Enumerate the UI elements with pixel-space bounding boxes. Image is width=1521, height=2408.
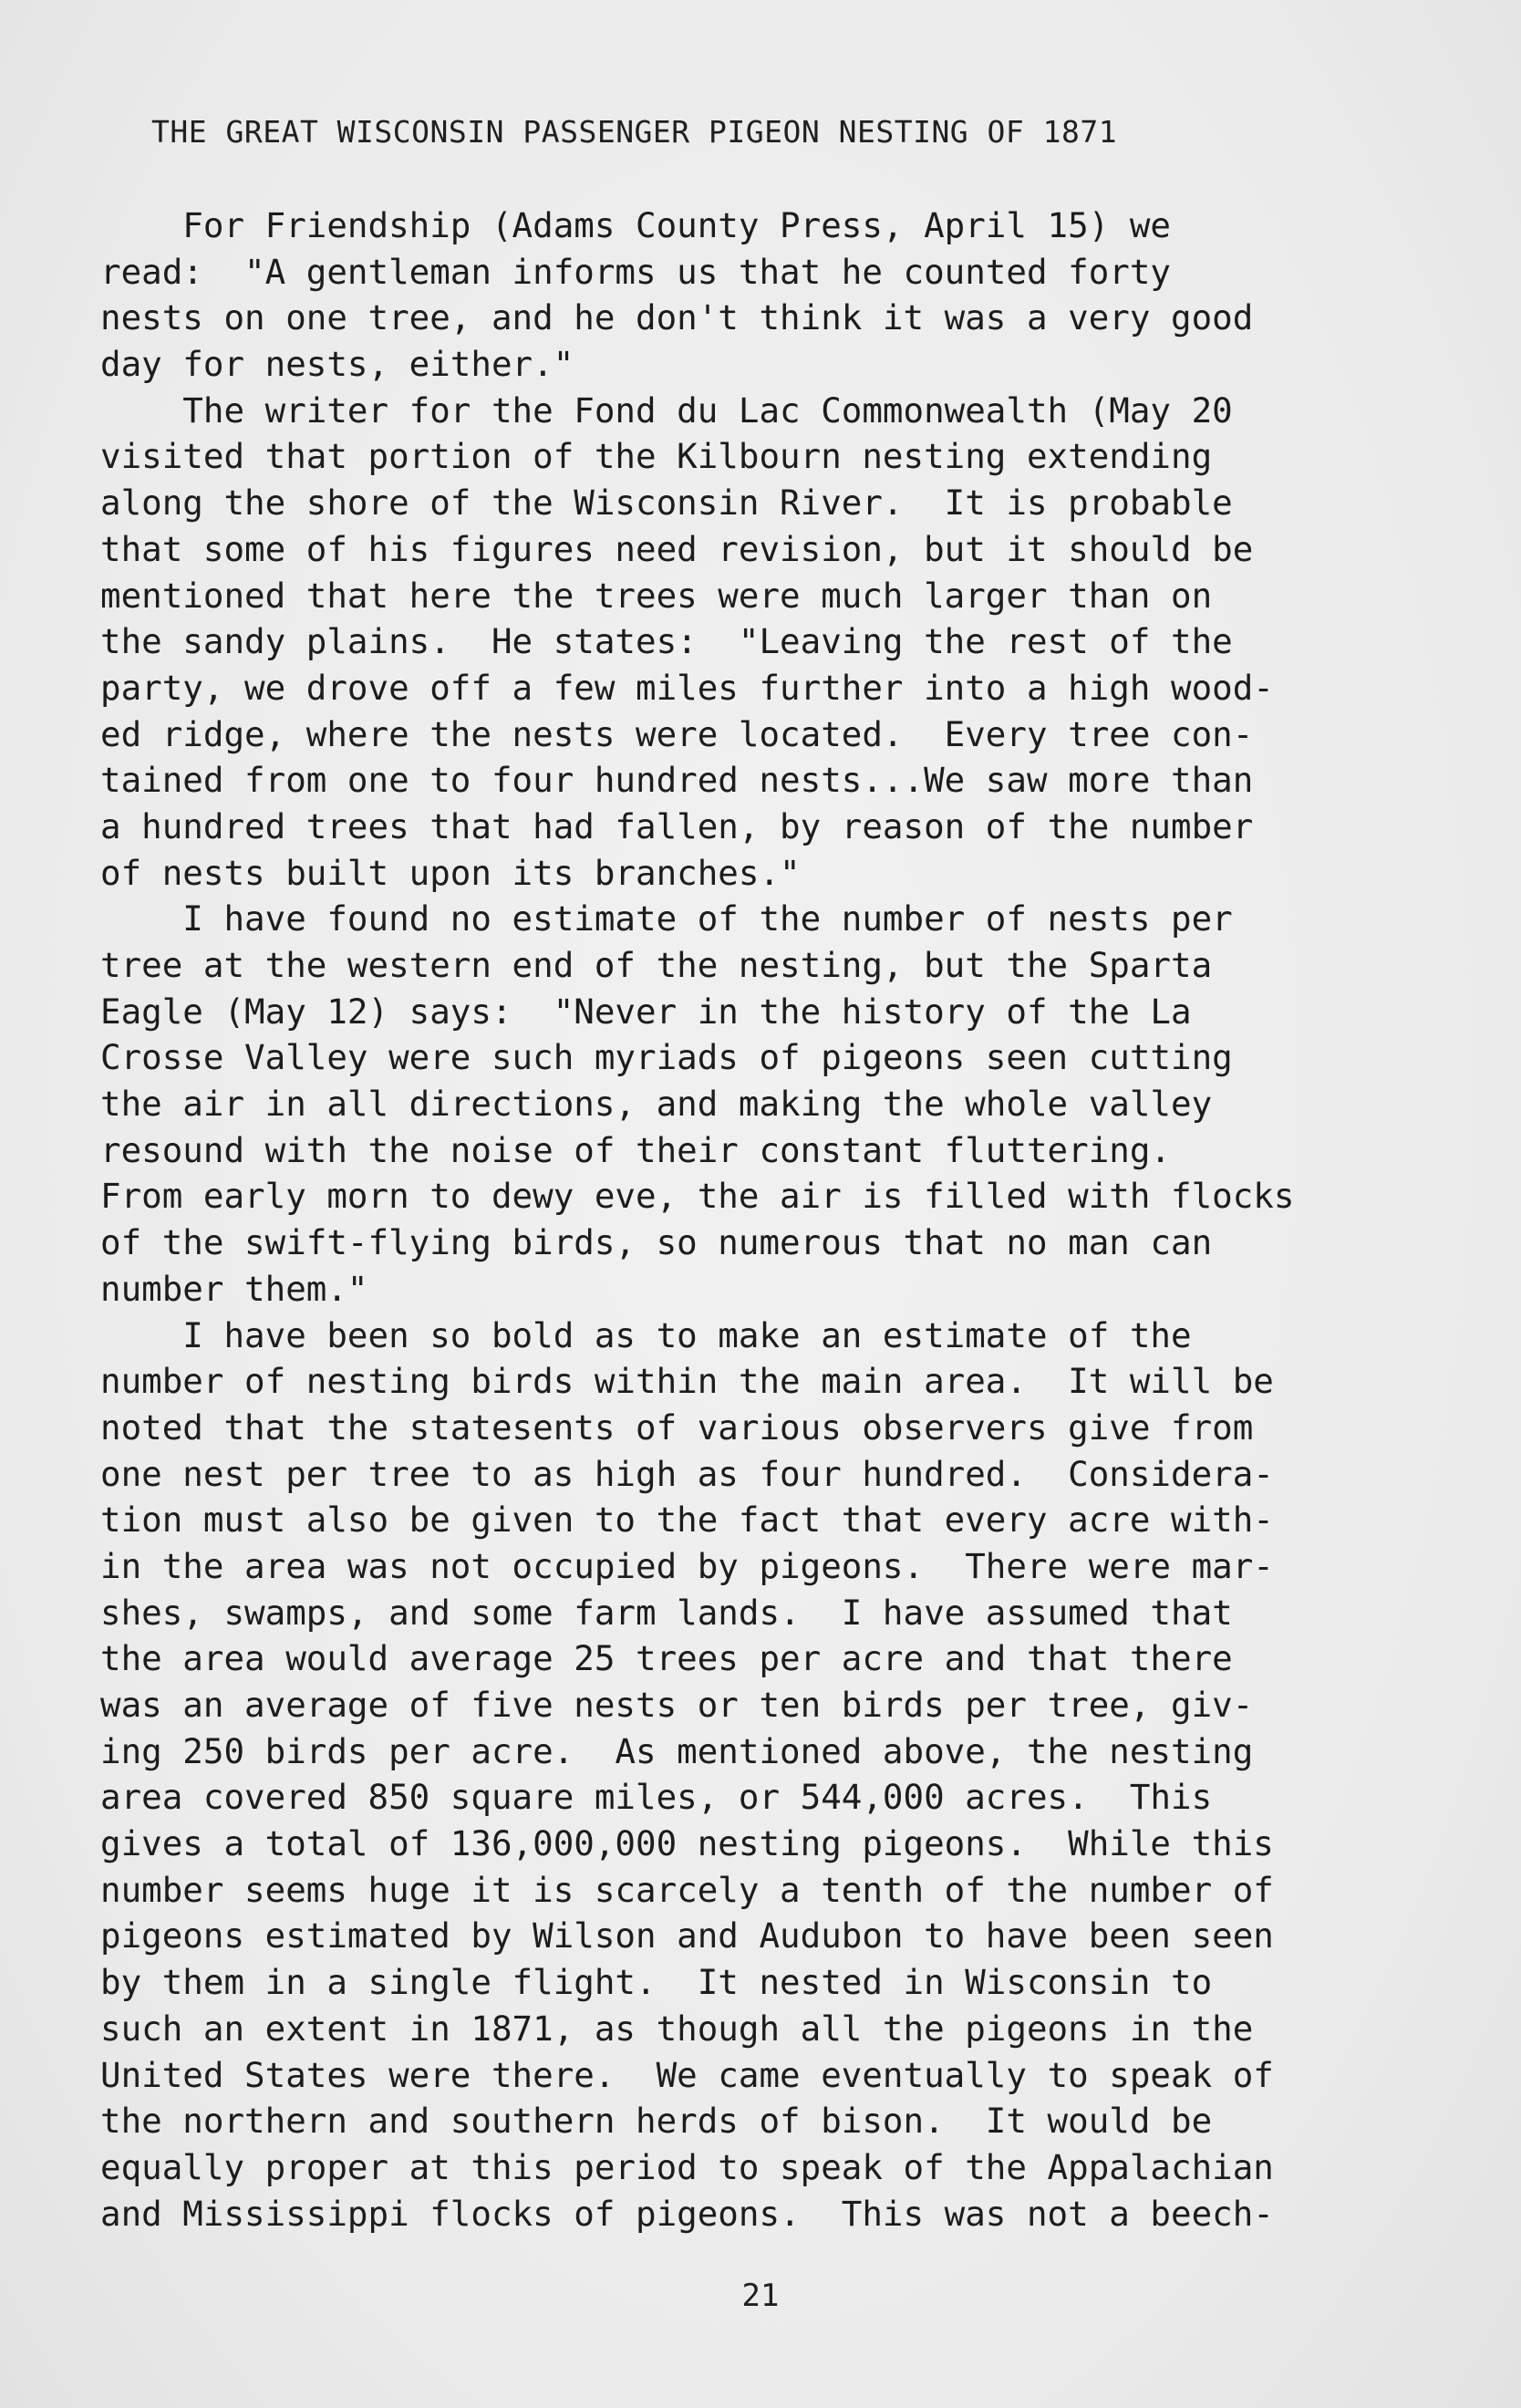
text-line: the air in all directions, and making the whole valley bbox=[100, 1084, 1213, 1125]
text-line: and Mississippi flocks of pigeons. This was not a beech- bbox=[100, 2193, 1274, 2234]
text-line: of nests built upon its branches." bbox=[100, 852, 801, 893]
text-line: number them." bbox=[100, 1268, 368, 1309]
text-line: day for nests, either." bbox=[100, 344, 574, 385]
text-line: a hundred trees that had fallen, by reason of the number bbox=[100, 805, 1254, 846]
text-line: shes, swamps, and some farm lands. I have assumed that bbox=[100, 1592, 1233, 1633]
text-line: mentioned that here the trees were much larger than on bbox=[100, 575, 1213, 616]
text-line: Eagle (May 12) says: "Never in the history of the La bbox=[100, 991, 1192, 1032]
text-line: ed ridge, where the nests were located. Every tree con- bbox=[100, 713, 1254, 754]
text-line: resound with the noise of their constant fluttering. bbox=[100, 1129, 1171, 1170]
text-line: the northern and southern herds of bison. It would be bbox=[100, 2101, 1213, 2142]
text-line: one nest per tree to as high as four hundred. Considera- bbox=[100, 1453, 1274, 1494]
text-line: gives a total of 136,000,000 nesting pigeons. While this bbox=[100, 1823, 1274, 1864]
text-line: For Friendship (Adams County Press, April 15) we bbox=[100, 205, 1171, 245]
text-line: in the area was not occupied by pigeons. There were mar- bbox=[100, 1545, 1274, 1586]
text-line: United States were there. We came eventually to speak of bbox=[100, 2054, 1274, 2095]
text-line: was an average of five nests or ten birds per tree, giv- bbox=[100, 1685, 1254, 1725]
text-line: party, we drove off a few miles further into a high wood- bbox=[100, 667, 1274, 708]
text-line: The writer for the Fond du Lac Commonwealth (May 20 bbox=[100, 389, 1233, 431]
body-text bbox=[100, 202, 1468, 2237]
text-line: pigeons estimated by Wilson and Audubon to have been seen bbox=[100, 1915, 1274, 1956]
text-line: visited that portion of the Kilbourn nesting extending bbox=[100, 436, 1213, 477]
text-line: tained from one to four hundred nests...We saw more than bbox=[100, 760, 1254, 801]
text-line: From early morn to dewy eve, the air is filled with flocks bbox=[100, 1176, 1295, 1217]
page-number: 21 bbox=[741, 2278, 780, 2314]
text-line: nests on one tree, and he don't think it was a very good bbox=[100, 297, 1254, 338]
text-line: I have been so bold as to make an estimate of the bbox=[100, 1314, 1192, 1355]
text-line: of the swift-flying birds, so numerous that no man can bbox=[100, 1222, 1213, 1263]
text-line: that some of his figures need revision, but it should be bbox=[100, 528, 1254, 569]
text-line: Crosse Valley were such myriads of pigeons seen cutting bbox=[100, 1037, 1233, 1078]
text-line: the sandy plains. He states: "Leaving the rest of the bbox=[100, 621, 1233, 662]
text-line: the area would average 25 trees per acre and that there bbox=[100, 1638, 1233, 1679]
text-line: read: "A gentleman informs us that he counted forty bbox=[100, 251, 1171, 292]
text-line: along the shore of the Wisconsin River. It is probable bbox=[100, 483, 1233, 524]
text-line: number of nesting birds within the main area. It will be bbox=[100, 1361, 1274, 1402]
text-line: such an extent in 1871, as though all the pigeons in the bbox=[100, 2008, 1254, 2049]
text-line: I have found no estimate of the number of nests per bbox=[100, 898, 1233, 939]
text-line: by them in a single flight. It nested in Wisconsin to bbox=[100, 1962, 1213, 2003]
text-line: tion must also be given to the fact that every acre with- bbox=[100, 1500, 1274, 1541]
text-line: equally proper at this period to speak of the Appalachian bbox=[100, 2146, 1274, 2187]
text-line: number seems huge it is scarcely a tenth of the number of bbox=[100, 1869, 1274, 1910]
text-line: area covered 850 square miles, or 544,000 acres. This bbox=[100, 1777, 1213, 1818]
text-line: ing 250 birds per acre. As mentioned above, the nesting bbox=[100, 1730, 1254, 1771]
text-line: tree at the western end of the nesting, but the Sparta bbox=[100, 945, 1213, 985]
text-line: noted that the statesents of various observers give from bbox=[100, 1406, 1254, 1448]
page-title: THE GREAT WISCONSIN PASSENGER PIGEON NESTING OF 1871 bbox=[151, 114, 1118, 150]
